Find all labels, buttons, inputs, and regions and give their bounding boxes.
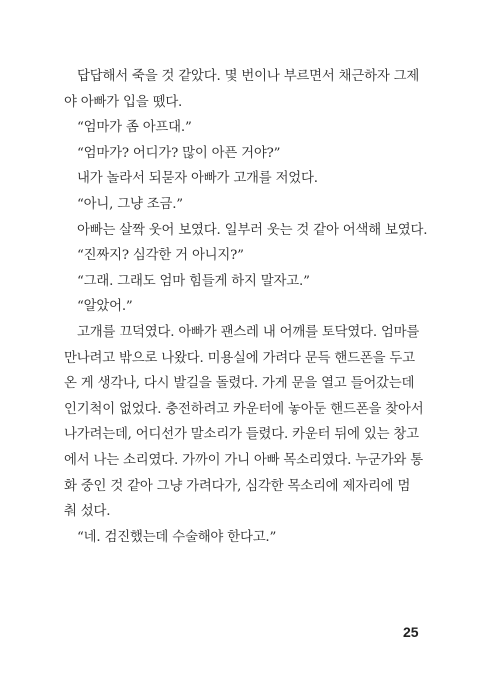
text-line: “알았어.” [77, 299, 133, 315]
text-line: 만나려고 밖으로 나왔다. 미용실에 가려다 문득 핸드폰을 두고 [64, 350, 415, 366]
text-line: 내가 놀라서 되묻자 아빠가 고개를 저었다. [77, 171, 318, 187]
paragraph [64, 218, 436, 244]
text-line: “진짜지? 심각한 거 아니지?” [77, 248, 244, 264]
text-line: 아빠는 살짝 웃어 보였다. 일부러 웃는 것 같아 어색해 보였다. [77, 222, 428, 238]
text-line: “아니, 그냥 조금.” [77, 196, 183, 212]
text-line: 춰 섰다. [64, 504, 111, 520]
paragraph [64, 320, 436, 525]
paragraph [64, 115, 436, 141]
text-line: 인기척이 없었다. 충전하려고 카운터에 놓아둔 핸드폰을 찾아서 [64, 401, 424, 417]
paragraph [64, 269, 436, 295]
paragraph [64, 192, 436, 218]
text-line: “그래. 그래도 엄마 힘들게 하지 말자고.” [77, 273, 310, 289]
text-line: 온 게 생각나, 다시 발길을 돌렸다. 가게 문을 열고 들어갔는데 [64, 376, 415, 392]
text-line: “엄마가 좀 아프대.” [77, 120, 192, 136]
paragraph [64, 525, 436, 551]
text-line: 고개를 끄덕였다. 아빠가 괜스레 내 어깨를 토닥였다. 엄마를 [77, 324, 420, 340]
text-line: 나가려는데, 어디선가 말소리가 들렸다. 카운터 뒤에 있는 창고 [64, 427, 419, 443]
text-line: 야 아빠가 입을 뗐다. [64, 94, 183, 110]
paragraph [64, 294, 436, 320]
text-line: 답답해서 죽을 것 같았다. 몇 번이나 부르면서 채근하자 그제 [77, 69, 420, 84]
paragraph [64, 243, 436, 269]
paragraph [64, 166, 436, 192]
text-line: 에서 나는 소리였다. 가까이 가니 아빠 목소리였다. 누군가와 통 [64, 452, 423, 468]
text-line: “엄마가? 어디가? 많이 아픈 거야?” [77, 145, 281, 161]
paragraph [64, 141, 436, 167]
text-line: 화 중인 것 같아 그냥 가려다가, 심각한 목소리에 제자리에 멈 [64, 478, 411, 494]
text-line: “네. 검진했는데 수술해야 한다고.” [77, 529, 277, 545]
body-text [64, 64, 436, 550]
paragraph [64, 64, 436, 115]
page-number: 25 [403, 624, 419, 640]
